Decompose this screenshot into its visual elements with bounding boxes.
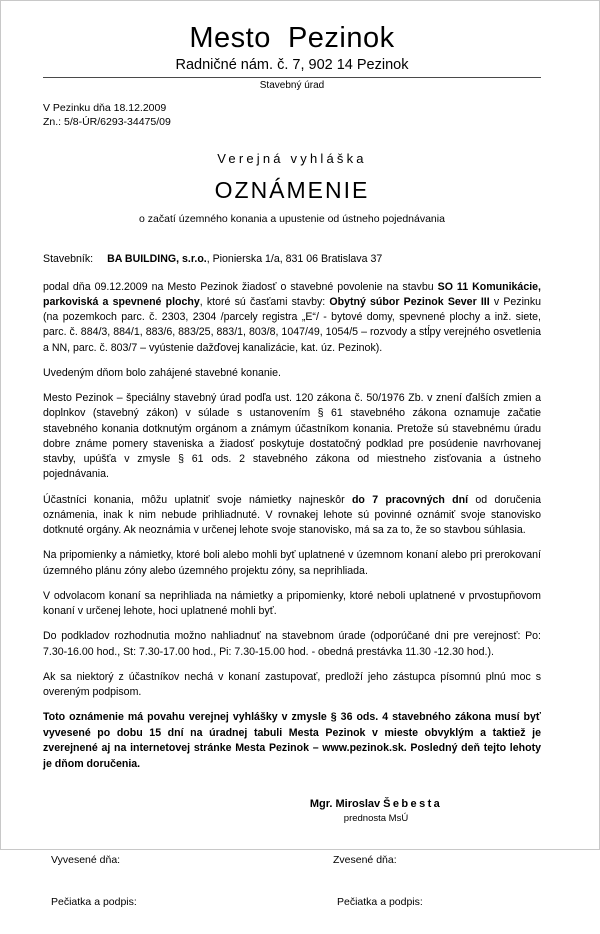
signature-block — [211, 798, 541, 824]
place-and-date: V Pezinku dňa 18.12.2009 — [43, 101, 167, 114]
paragraph-office-hours: Do podkladov rozhodnutia možno nahliadnuť na stavebnom úrade (odporúčané dni pre verejnosť: Po: 7.30-16.00 hod., St: 7.30-17.00 hod., Pi: 7.30-15.00 hod. - obedná prestávka 11.30 -12.30 hod.). — [43, 630, 541, 658]
paragraph-objections-deadline — [43, 493, 541, 539]
applicant-label: Stavebník: — [43, 253, 94, 266]
p4-deadline: do 7 pracovných dní — [351, 493, 469, 506]
document-body — [43, 252, 541, 772]
posted-stamp-label: Pečiatka a podpis: — [51, 896, 137, 909]
applicant-address: , Pionierska 1/a, 831 06 Bratislava 37 — [206, 253, 383, 266]
paragraph-proceedings-started: Uvedeným dňom bolo zahájené stavebné konanie. — [43, 366, 281, 379]
paragraph-legal-basis: Mesto Pezinok – špeciálny stavebný úrad podľa ust. 120 zákona č. 50/1976 Zb. v znení ďalších zmien a doplnkov (stavebný zákon) v súlade s ustanovením § 61 stavebného zákona oznamuje začatie stavebného konania dotknutým orgánom a známym účastníkom konania. Pretože sú stavebnému úradu dobre známe pomery staveniska a žiadosť poskytuje dostatočný podklad pre posúdenie navrhovanej stavby, upúšťa v zmysle § 61 ods. 2 stavebného zákona od miestneho zisťovania a ústneho pojednávania. — [43, 392, 541, 481]
signatory-role: prednosta MsÚ — [343, 813, 409, 825]
p1-part-a: podal dňa 09.12.2009 na Mesto Pezinok žiadosť o stavebné povolenie na stavbu — [43, 280, 438, 293]
file-number: Zn.: 5/8-ÚR/6293-34475/09 — [43, 115, 171, 128]
applicant-line — [43, 252, 541, 267]
letterhead — [43, 1, 541, 92]
organization-address: Radničné nám. č. 7, 902 14 Pezinok — [175, 57, 409, 74]
department-name: Stavebný úrad — [259, 79, 325, 91]
p1-part-c: , ktoré sú časťami stavby: — [199, 295, 330, 308]
posted-date-label: Vyvesené dňa: — [51, 854, 121, 867]
document-kicker: Verejná vyhláška — [217, 151, 367, 167]
signatory-title: Mgr. Miroslav — [309, 798, 384, 811]
p4-part-a: Účastníci konania, môžu uplatniť svoje námietky najneskôr — [43, 493, 352, 506]
document-subtitle: o začatí územného konania a upustenie od ústneho pojednávania — [139, 212, 445, 225]
p1-construction-object: SO 11 Komunikácie, parkoviská a spevnené plochy — [43, 280, 541, 308]
removed-date-label: Zvesené dňa: — [333, 854, 397, 867]
document-content — [43, 1, 541, 934]
p4-part-c: od doručenia oznámenia, inak k nim nebude prihliadnuté. V rovnakej lehote sú povinné oznámiť svoje stanovisko dotknuté orgány. Ak neoznámia v určenej lehote svoje stanovisko, má sa za to, že so stavbou súhlasia. — [43, 493, 542, 537]
applicant-name: BA BUILDING, s.r.o. — [107, 253, 207, 266]
paragraph-application — [43, 280, 541, 356]
removed-stamp-label: Pečiatka a podpis: — [337, 896, 423, 909]
posting-record-fields — [43, 854, 541, 934]
reference-block — [43, 102, 541, 130]
signatory-name — [211, 798, 541, 810]
paragraph-power-of-attorney: Ak sa niektorý z účastníkov nechá v konaní zastupovať, predloží jeho zástupca písomnú plnú moc s overeným podpisom. — [43, 670, 541, 699]
organization-name: Mesto Pezinok — [189, 22, 395, 54]
header-divider — [43, 77, 541, 78]
paragraph-public-notice: Toto oznámenie má povahu verejnej vyhlášky v zmysle § 36 ods. 4 stavebného zákona musí byť vyvesené po dobu 15 dní na úradnej tabuli Mesta Pezinok v mieste obvyklým a taktiež je zverejnené aj na internetovej stránke Mesta Pezinok – www.pezinok.sk. Posledný deň tejto lehoty je dňom doručenia. — [43, 711, 541, 770]
paragraph-appeal-proceedings: V odvolacom konaní sa neprihliada na námietky a pripomienky, ktoré neboli uplatnené v prvostupňovom konaní v určenej lehote, hoci uplatnené mohli byť. — [43, 589, 541, 618]
paragraph-prior-objections: Na pripomienky a námietky, ktoré boli alebo mohli byť uplatnené v územnom konaní alebo pri prerokovaní územného plánu zóny alebo územného projektu zóny, sa neprihliada. — [43, 549, 541, 577]
signatory-surname: Šebesta — [383, 798, 443, 811]
p1-parcels: v Pezinku (na pozemkoch parc. č. 2303, 2304 /parcely registra „E“/ - bytové domy, spevnené plochy a inž. siete, parc. č. 884/3, 884/1, 883/6, 883/25, 883/1, 803/8, 1047/49, 1054/5 – rozvody a stĺpy verejného osvetlenia a NN, parc. č. 803/7 – vyústenie dažďovej kanalizácie, kat. úz. Pezinok). — [43, 295, 542, 354]
p1-project-name: Obytný súbor Pezinok Sever III — [329, 295, 490, 308]
document-title: OZNÁMENIE — [214, 177, 370, 204]
